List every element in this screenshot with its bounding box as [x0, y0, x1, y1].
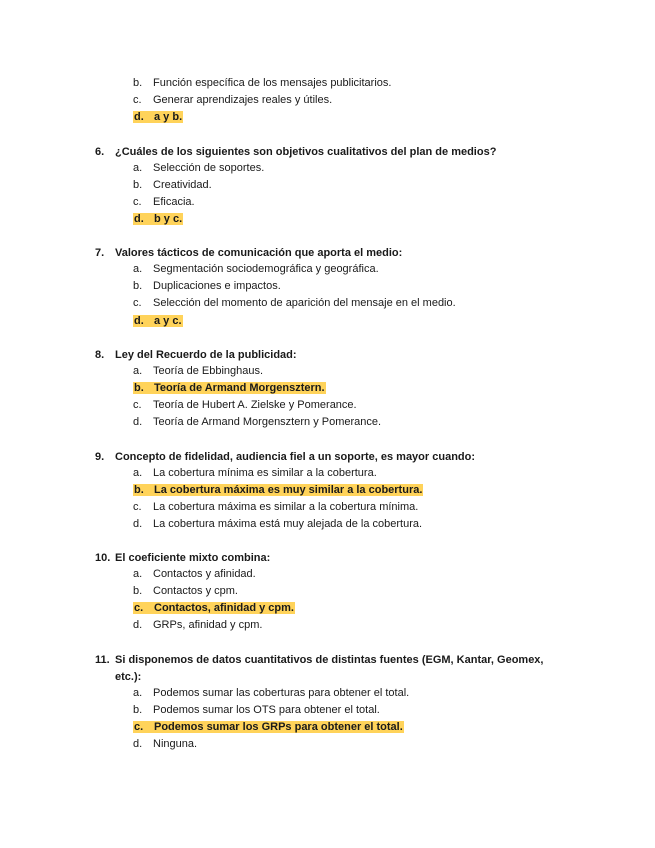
highlight: d. b y c.: [134, 213, 183, 225]
highlight: d. a y c.: [134, 315, 182, 327]
question-10: 10. El coeficiente mixto combina:: [95, 552, 271, 564]
answer-option: b. Creatividad.: [133, 179, 212, 191]
highlight: b. La cobertura máxima es muy similar a la cobertura.: [134, 484, 423, 496]
answer-option: b. Duplicaciones e impactos.: [133, 280, 281, 292]
question-11: 11. Si disponemos de datos cuantitativos de distintas fuentes (EGM, Kantar, Geomex,: [95, 654, 544, 666]
answer-option: b. Contactos y cpm.: [133, 585, 238, 597]
answer-option: c. Generar aprendizajes reales y útiles.: [133, 94, 333, 106]
answer-option: a. Podemos sumar las coberturas para obtener el total.: [133, 687, 410, 699]
highlight: c. Contactos, afinidad y cpm.: [134, 602, 294, 614]
correct-answer: [133, 601, 295, 616]
highlight: d. a y b.: [134, 111, 183, 123]
question-9: 9. Concepto de fidelidad, audiencia fiel a un soporte, es mayor cuando:: [95, 451, 476, 463]
answer-option: a. Segmentación sociodemográfica y geográfica.: [133, 263, 379, 275]
answer-option: c. Selección del momento de aparición del mensaje en el medio.: [133, 297, 456, 309]
correct-answer: [133, 314, 183, 329]
answer-option: a. Selección de soportes.: [133, 162, 265, 174]
correct-answer: [133, 720, 404, 735]
answer-option: d. GRPs, afinidad y cpm.: [133, 619, 263, 631]
answer-option: a. Teoría de Ebbinghaus.: [133, 365, 264, 377]
correct-answer: [133, 110, 183, 125]
answer-option: a. Contactos y afinidad.: [133, 568, 256, 580]
answer-option: b. Función específica de los mensajes publicitarios.: [133, 77, 392, 89]
answer-option: c. Teoría de Hubert A. Zielske y Pomerance.: [133, 399, 357, 411]
answer-option: c. La cobertura máxima es similar a la cobertura mínima.: [133, 501, 419, 513]
answer-option: c. Eficacia.: [133, 196, 195, 208]
highlight: b. Teoría de Armand Morgensztern.: [134, 382, 325, 394]
answer-option: d. La cobertura máxima está muy alejada de la cobertura.: [133, 518, 423, 530]
question-11-continuation: etc.):: [115, 671, 142, 683]
question-6: 6. ¿Cuáles de los siguientes son objetivos cualitativos del plan de medios?: [95, 146, 497, 158]
highlight: c. Podemos sumar los GRPs para obtener el total.: [134, 721, 403, 733]
answer-option: a. La cobertura mínima es similar a la cobertura.: [133, 467, 377, 479]
answer-option: d. Ninguna.: [133, 738, 198, 750]
question-7: 7. Valores tácticos de comunicación que aporta el medio:: [95, 247, 403, 259]
answer-option: d. Teoría de Armand Morgensztern y Pomerance.: [133, 416, 382, 428]
answer-option: b. Podemos sumar los OTS para obtener el total.: [133, 704, 380, 716]
correct-answer: [133, 483, 423, 498]
correct-answer: [133, 381, 326, 396]
question-8: 8. Ley del Recuerdo de la publicidad:: [95, 349, 297, 361]
correct-answer: [133, 212, 183, 227]
